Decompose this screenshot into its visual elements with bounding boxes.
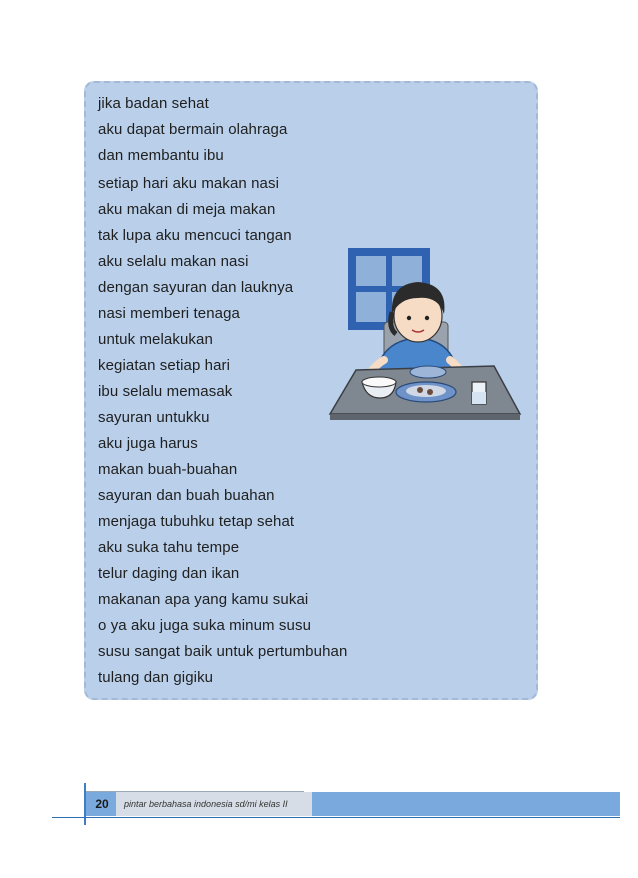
- poem-line: kegiatan setiap hari: [98, 357, 231, 374]
- page-number: 20: [95, 797, 109, 811]
- poem-line: sayuran untukku: [98, 409, 210, 426]
- poem-line: aku makan di meja makan: [98, 201, 276, 218]
- book-title: pintar berbahasa indonesia sd/mi kelas II: [124, 799, 288, 809]
- poem-line: aku juga harus: [98, 435, 198, 452]
- stanza-2: [98, 171, 293, 379]
- poem-line: sayuran dan buah buahan: [98, 487, 275, 504]
- poem-line: susu sangat baik untuk pertumbuhan: [98, 643, 348, 660]
- child-eating-illustration: [326, 242, 522, 422]
- footer-vertical-rule: [84, 783, 86, 825]
- poem-line: menjaga tubuhku tetap sehat: [98, 513, 295, 530]
- poem-line: nasi memberi tenaga: [98, 305, 240, 322]
- poem-line: o ya aku juga suka minum susu: [98, 617, 312, 634]
- poem-line: tak lupa aku mencuci tangan: [98, 227, 292, 244]
- poem-line: tulang dan gigiku: [98, 669, 214, 686]
- poem-line: dengan sayuran dan lauknya: [98, 279, 294, 296]
- poem-line: aku dapat bermain olahraga: [98, 121, 288, 138]
- poem-line: jika badan sehat: [98, 95, 209, 112]
- poem-line: dan membantu ibu: [98, 147, 224, 164]
- poem-line: setiap hari aku makan nasi: [98, 175, 280, 192]
- footer-bottom-rule: [52, 817, 620, 818]
- poem-line: makanan apa yang kamu sukai: [98, 591, 309, 608]
- stanza-4: [98, 613, 347, 691]
- poem-line: ibu selalu memasak: [98, 383, 233, 400]
- poem-line: telur daging dan ikan: [98, 565, 240, 582]
- stanza-3: [98, 379, 308, 613]
- stanza-1: [98, 91, 287, 169]
- poem-line: aku suka tahu tempe: [98, 539, 240, 556]
- poem-line: untuk melakukan: [98, 331, 213, 348]
- poem-line: aku selalu makan nasi: [98, 253, 249, 270]
- poem-line: makan buah-buahan: [98, 461, 238, 478]
